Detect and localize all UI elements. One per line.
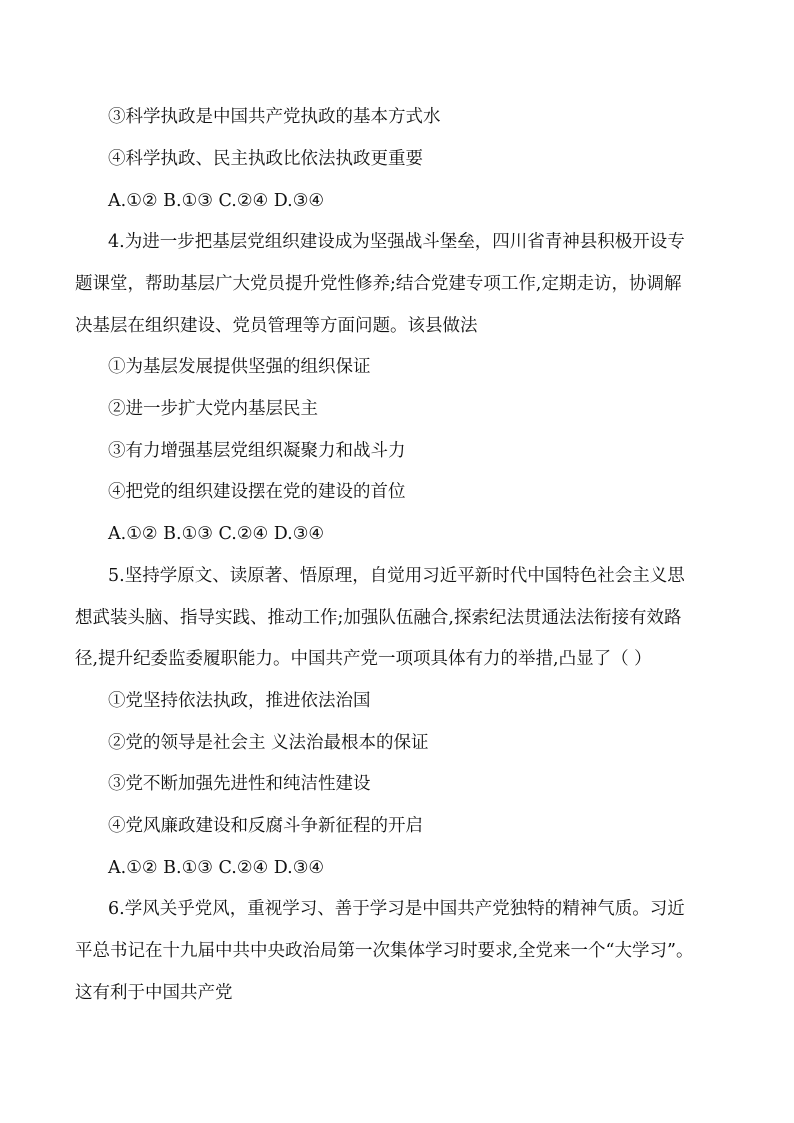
question-5-text: 5.坚持学原文、读原著、悟原理，自觉用习近平新时代中国特色社会主义思 xyxy=(108,566,685,586)
option-line: ②进一步扩大党内基层民主 xyxy=(108,399,318,419)
option-line: ④科学执政、民主执政比依法执政更重要 xyxy=(108,149,423,169)
option-line: ②党的领导是社会主 义法治最根本的保证 xyxy=(108,733,429,753)
option-line: ④党风廉政建设和反腐斗争新征程的开启 xyxy=(108,816,423,836)
question-4-text: 4.为进一步把基层党组织建设成为坚强战斗堡垒，四川省青神县积极开设专 xyxy=(108,232,685,252)
question-4-text: 题课堂，帮助基层广大党员提升党性修养;结合党建专项工作,定期走访，协调解 xyxy=(75,274,682,294)
option-line: ④把党的组织建设摆在党的建设的首位 xyxy=(108,482,406,502)
option-line: ①党坚持依法执政，推进依法治国 xyxy=(108,691,371,711)
question-6-text: 6.学风关乎党风，重视学习、善于学习是中国共产党独特的精神气质。习近 xyxy=(108,899,685,919)
question-6-text: 平总书记在十九届中共中央政治局第一次集体学习时要求,全党来一个“大学习”。 xyxy=(75,941,694,961)
question-6-text: 这有利于中国共产党 xyxy=(75,983,233,1003)
question-5-text: 想武装头脑、指导实践、推动工作;加强队伍融合,探索纪法贯通法法衔接有效路 xyxy=(75,608,682,628)
question-5-text: 径,提升纪委监委履职能力。中国共产党一项项具体有力的举措,凸显了（ ） xyxy=(75,649,652,669)
answer-choices: A.①② B.①③ C.②④ D.③④ xyxy=(108,191,325,211)
option-line: ③党不断加强先进性和纯洁性建设 xyxy=(108,774,371,794)
answer-choices: A.①② B.①③ C.②④ D.③④ xyxy=(108,524,325,544)
question-4-text: 决基层在组织建设、党员管理等方面问题。该县做法 xyxy=(75,316,478,336)
answer-choices: A.①② B.①③ C.②④ D.③④ xyxy=(108,858,325,878)
option-line: ③有力增强基层党组织凝聚力和战斗力 xyxy=(108,441,406,461)
option-line: ①为基层发展提供坚强的组织保证 xyxy=(108,357,371,377)
option-line: ③科学执政是中国共产党执政的基本方式水 xyxy=(108,107,441,127)
